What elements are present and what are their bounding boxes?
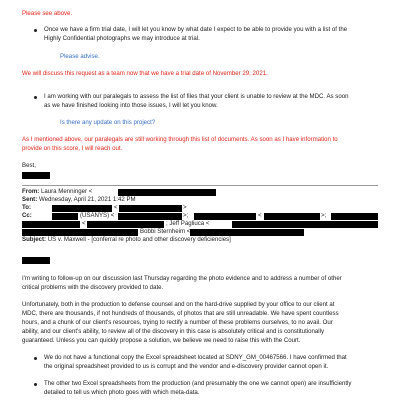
bullet-1-line-2: Highly Confidential photographs we may introduce at trial.: [44, 35, 200, 42]
header-subject: [22, 236, 231, 244]
body-para-2-line-1: Unfortunately, both in the production to defense counsel and on the hard-drive supplied by your office to our client at: [22, 301, 335, 308]
update-question: Is there any update on this project?: [60, 119, 156, 126]
redaction-box: [52, 213, 78, 220]
email-document: Please see above. Once we have a firm trial date, I will let you know by what date I expect to be able to provide you with a list of the Highly Confidential photographs we may introduce at trial. Please advise. We will discuss this request as a team now that we have a trial date of November 29, 2021. I am working with our paralegals to assess the list of files that your client is unable to review at the MDC. As soon as we have finished looking into those issues, I will let you know. Is there any update on this project? As I mentioned above, our paralegals are still working through this list of documents. As soon as I have information to provide on this score, I will reach out. Best, From: Laura Menninger < Sent: Wednesday, April 21, 2021 1:42 PM To: < > Cc: (USANYS) < >; < >; < ; Jeff Pagliuca < Bobbi Sternheim < Subject: US v. Maxwell - [conferral re photo and other discovery deficiencies] I'm writing to follow-up on our discussion last Thursday regarding the photo evidence and to address a number of other critical problems with the discovery provided to date. Unfortunately, both in the production to defense counsel and on the hard-drive supplied by your office to our client at MDC, there are thousands, if not hundreds of thousands, of photos that are still unreadable. We have spent countless hours, and a chunk of our client's resources, trying to rectify a number of these problems ourselves, to no avail. Our ability, and our client's ability, to review all of the discovery in this case is absolutely critical and is constitutionally guaranteed. Unless you can quickly propose a solution, we believe we need to raise this with the Court. We do not have a functional copy the Excel spreadsheet located at SDNY_GM_00467566. I have confirmed that the original spreadsheet provided to us is corrupt and the vendor and e-discovery provider cannot open it. The other two Excel spreadsheets from the production (and presumably the one we cannot open) are insufficiently detailed to tell us which photo goes with which meta-data.: [0, 0, 400, 400]
bullet-1-line-1: Once we have a firm trial date, I will let you know by what date I expect to be able to provide you with a list of the: [44, 26, 348, 33]
redaction-box: [264, 213, 320, 220]
body-para-2-line-5: guaranteed. Unless you can quickly propose a solution, we believe we need to raise this with the Court.: [22, 337, 301, 344]
subject-label: Subject:: [22, 236, 47, 243]
redaction-box: [118, 189, 216, 196]
mentioned-above-line-1: As I mentioned above, our paralegals are still working through this list of documents. As soon as I have information to: [22, 136, 338, 143]
bullet-a-line-1: We do not have a functional copy the Excel spreadsheet located at SDNY_GM_00467566. I have confirmed that: [44, 354, 347, 361]
sent-label: Sent:: [22, 196, 38, 203]
redaction-box: [87, 221, 164, 228]
redaction-box: [22, 172, 50, 179]
bullet-dot: [34, 29, 37, 32]
bullet-b-line-1: The other two Excel spreadsheets from the production (and presumably the one we cannot open) are insufficiently: [44, 380, 352, 387]
header-sent: [22, 196, 136, 204]
body-para-2-line-2: MDC, there are thousands, if not hundreds of thousands, of photos that are still unreadable. We have spent countless: [22, 310, 339, 317]
cc-label: Cc:: [22, 212, 32, 219]
redaction-box: [22, 229, 138, 236]
body-para-1-line-1: I'm writing to follow-up on our discussion last Thursday regarding the photo evidence and to address a number of other: [22, 275, 342, 282]
body-para-1-line-2: critical problems with the discovery provided to date.: [22, 284, 164, 291]
body-para-2-line-4: ability, and our client's ability, to review all of the discovery in this case is absolutely critical and is constitutionally: [22, 328, 325, 335]
from-value: Laura Menninger <: [40, 188, 93, 195]
please-advise-note: Please advise.: [60, 53, 100, 60]
from-label: From:: [22, 188, 40, 195]
sign-off: Best,: [22, 162, 36, 169]
bullet-2-line-2: as we have finished looking into those issues, I will let you know.: [44, 102, 218, 109]
discuss-note: We will discuss this request as a team now that we have a trial date of November 29, 2021.: [22, 70, 268, 77]
redaction-box: [331, 213, 378, 220]
bullet-a-line-2: the original spreadsheet provided to us is corrupt and the vendor and e-discovery provider cannot open it.: [44, 363, 329, 370]
redaction-box: [232, 221, 378, 228]
bullet-b-line-2: detailed to tell us which photo goes with which meta-data.: [44, 389, 200, 396]
redaction-box: [190, 229, 304, 236]
cc-bobbi: Bobbi Sternheim <: [140, 228, 191, 235]
redaction-box: [194, 213, 256, 220]
mentioned-above-line-2: provide on this score, I will reach out.: [22, 145, 123, 152]
top-partial-line: [44, 0, 314, 1]
cc-value-1: (USANYS) <: [80, 212, 115, 219]
body-para-2-line-3: hours, and a chunk of our client's resources, trying to rectify a number of these problems ourselves, to no avail. Our: [22, 319, 333, 326]
redaction-box: [22, 221, 80, 228]
redaction-box: [52, 205, 112, 212]
redaction-box: [22, 257, 50, 264]
bullet-dot: [34, 357, 37, 360]
sent-value: Wednesday, April 21, 2021 1:42 PM: [38, 196, 136, 203]
cc-jeff: ; Jeff Pagliuca <: [166, 220, 210, 227]
header-separator: [22, 185, 378, 186]
subject-value: US v. Maxwell - [conferral re photo and other discovery deficiencies]: [47, 236, 231, 243]
to-label: To:: [22, 204, 32, 211]
bullet-dot: [34, 383, 37, 386]
see-above-note: Please see above.: [22, 10, 73, 17]
redaction-box: [118, 213, 182, 220]
bullet-2-line-1: I am working with our paralegals to assess the list of files that your client is unable to review at the MDC. As soon: [44, 93, 349, 100]
header-cc: [22, 212, 32, 220]
bullet-dot: [34, 96, 37, 99]
redaction-box: [119, 205, 182, 212]
